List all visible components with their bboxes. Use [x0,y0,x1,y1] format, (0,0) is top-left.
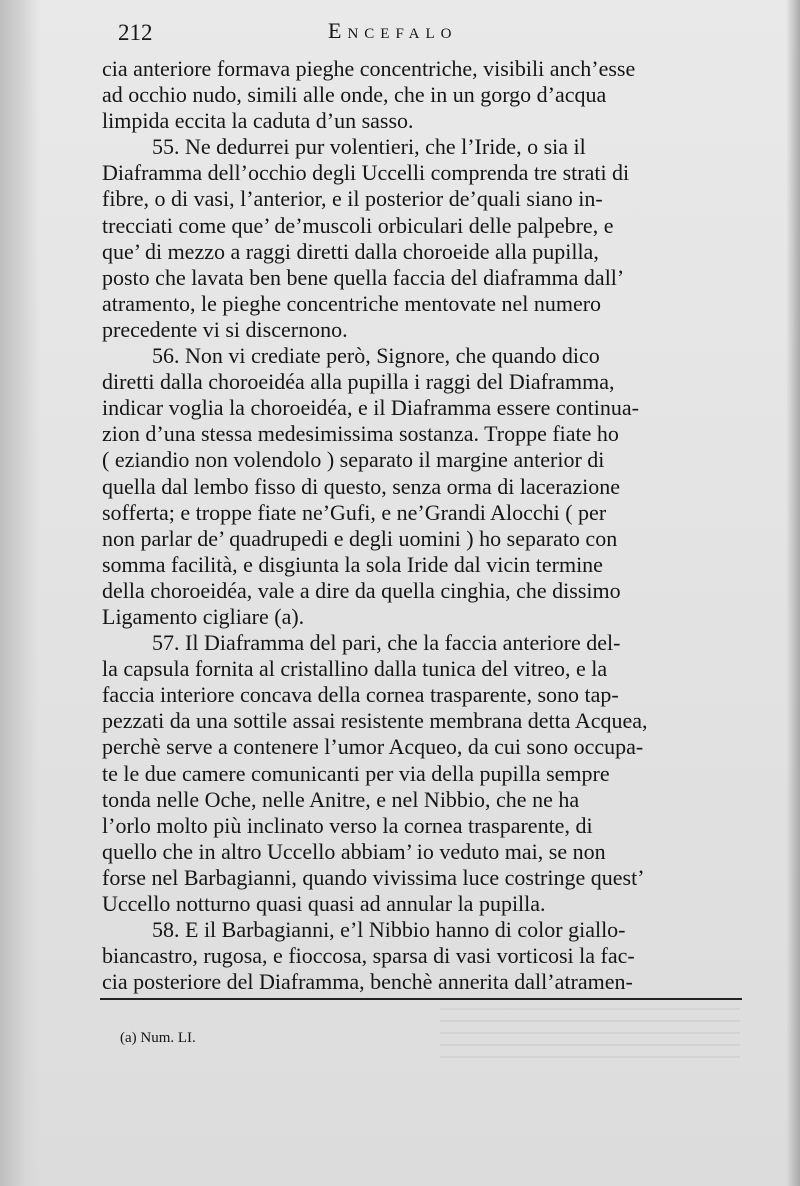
text-line: que’ di mezzo a raggi diretti dalla choroeide alla pupilla, [102,238,599,264]
text-line: non parlar de’ quadrupedi e degli uomini ) ho separato con [102,525,618,551]
text-line: forse nel Barbagianni, quando vivissima luce costringe quest’ [102,864,645,890]
text-line: precedente vi si discernono. [102,316,348,342]
text-line: limpida eccita la caduta d’un sasso. [102,108,414,134]
text-line: diretti dalla choroeidéa alla pupilla i raggi del Diaframma, [102,369,615,395]
text-line: ad occhio nudo, simili alle onde, che in un gorgo d’acqua [102,82,607,108]
text-line: pezzati da una sottile assai resistente membrana detta Acquea, [102,708,648,734]
paragraph-56-start: 56. Non vi crediate però, Signore, che quando dico [152,343,600,369]
text-line: biancastro, rugosa, e fioccosa, sparsa di vasi vorticosi la fac- [102,943,635,969]
text-line: della choroeidéa, vale a dire da quella cinghia, che dissimo [102,577,621,603]
paragraph-55-start: 55. Ne dedurrei pur volentieri, che l’Iride, o sia il [152,134,586,160]
page-header [118,16,742,50]
text-line: somma facilità, e disgiunta la sola Iride dal vicin termine [102,551,603,577]
paragraph-58-start: 58. E il Barbagianni, e’l Nibbio hanno di color giallo- [152,917,626,943]
text-line: posto che lavata ben bene quella faccia del diaframma dall’ [102,264,625,290]
footnote-rule [100,998,742,1000]
text-line: cia anteriore formava pieghe concentriche, visibili anch’esse [102,56,636,81]
text-line: te le due camere comunicanti per via della pupilla sempre [102,760,610,786]
text-line: zion d’una stessa medesimissima sostanza. Troppe fiate ho [102,421,619,447]
text-line: fibre, o di vasi, l’anterior, e il posterior de’quali siano in- [102,186,603,212]
text-line: indicar voglia la choroeidéa, e il Diaframma essere continua- [102,395,639,421]
text-line: Ligamento cigliare (a). [102,603,305,629]
text-line: atramento, le pieghe concentriche mentovate nel numero [102,290,602,316]
page-gutter-shadow [0,0,40,1186]
page-number: 212 [118,20,153,45]
text-line: tonda nelle Oche, nelle Anitre, e nel Nibbio, che ne ha [102,786,580,812]
text-line: perchè serve a contenere l’umor Acqueo, da cui sono occupa- [102,734,644,760]
text-line: la capsula fornita al cristallino dalla tunica del vitreo, e la [102,656,608,682]
text-line: Diaframma dell’occhio degli Uccelli comprenda tre strati di [102,160,630,186]
text-line: sofferta; e troppe fiate ne’Gufi, e ne’Grandi Alocchi ( per [102,499,607,525]
text-line: ( eziandio non volendolo ) separato il margine anterior di [102,447,605,473]
paragraph-57-start: 57. Il Diaframma del pari, che la faccia anteriore del- [152,630,621,656]
page-edge-shadow [786,0,800,1186]
text-line: trecciati come que’ de’muscoli orbiculari delle palpebre, e [102,212,614,238]
text-line: quello che in altro Uccello abbiam’ io veduto mai, se non [102,838,606,864]
body-text [102,56,736,995]
bleed-through-texture [440,1008,740,1068]
text-line: quella dal lembo fisso di questo, senza orma di lacerazione [102,473,621,499]
text-line: Uccello notturno quasi quasi ad annular la pupilla. [102,891,546,916]
text-line: cia posteriore del Diaframma, benchè annerita dall’atramen- [102,969,633,995]
text-line: faccia interiore concava della cornea trasparente, sono tap- [102,682,619,708]
footnote: (a) Num. LI. [120,1030,196,1046]
text-line: l’orlo molto più inclinato verso la cornea trasparente, di [102,812,593,838]
running-head: Encefalo [328,18,458,43]
